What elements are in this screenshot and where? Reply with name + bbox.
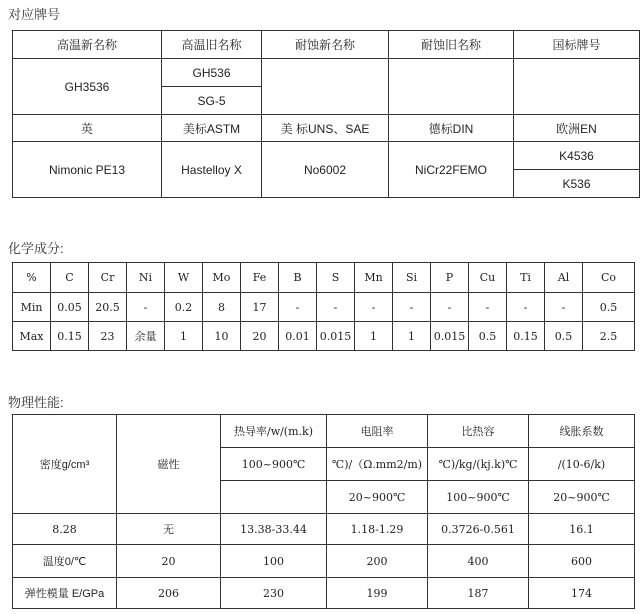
composition-header-cell: S [317, 263, 355, 293]
composition-cell: 17 [241, 293, 279, 322]
header-cell: 耐蚀旧名称 [389, 31, 514, 59]
composition-cell: 余量 [127, 322, 165, 351]
physical-value-cell: 16.1 [529, 514, 635, 545]
composition-header-cell: % [13, 263, 51, 293]
composition-cell: - [317, 293, 355, 322]
composition-header-cell: Al [545, 263, 583, 293]
composition-header-cell: C [51, 263, 89, 293]
physical-value-cell: 1.18-1.29 [327, 514, 428, 545]
composition-header-cell: W [165, 263, 203, 293]
header-cell: 电阻率 [327, 415, 428, 448]
composition-cell: - [545, 293, 583, 322]
table-row [13, 514, 635, 545]
empty-cell [262, 59, 389, 115]
composition-header-cell: Fe [241, 263, 279, 293]
header-cell: 线胀系数 [529, 415, 635, 448]
modulus-cell: 174 [529, 578, 635, 609]
unit-cell: ℃)/kg/(kj.k)℃ [428, 448, 529, 481]
region-header-cell: 英 [13, 115, 162, 142]
header-cell: 高温新名称 [13, 31, 162, 59]
composition-cell: - [431, 293, 469, 322]
temp-range-cell: 20~900℃ [327, 481, 428, 514]
composition-cell: 0.015 [317, 322, 355, 351]
table-row [13, 578, 635, 609]
table-row [13, 415, 635, 448]
table-row [13, 322, 635, 351]
density-label-cell: 密度g/cm³ [13, 415, 117, 514]
unit-cell: ℃)/（Ω.mm2/m) [327, 448, 428, 481]
unit-cell: /(10-6/k) [529, 448, 635, 481]
composition-header-cell: Co [583, 263, 635, 293]
composition-cell: 0.5 [583, 293, 635, 322]
unit-cell: 100~900℃ [221, 448, 327, 481]
composition-cell: 0.5 [545, 322, 583, 351]
modulus-cell: 206 [117, 578, 221, 609]
composition-cell: - [507, 293, 545, 322]
composition-cell: 8 [203, 293, 241, 322]
modulus-cell: 230 [221, 578, 327, 609]
magnetism-label-cell: 磁性 [117, 415, 221, 514]
grades-table [12, 30, 640, 198]
temperature-cell: 20 [117, 545, 221, 578]
empty-cell [389, 59, 514, 115]
temperature-cell: 200 [327, 545, 428, 578]
composition-header-cell: Mo [203, 263, 241, 293]
composition-cell: - [393, 293, 431, 322]
section-title-physical: 物理性能: [8, 395, 64, 410]
region-header-cell: 美标ASTM [162, 115, 262, 142]
composition-cell: - [469, 293, 507, 322]
region-value-cell: Nimonic PE13 [13, 142, 162, 198]
new-name-cell: GH3536 [13, 59, 162, 115]
table-row [13, 263, 635, 293]
composition-cell: 0.05 [51, 293, 89, 322]
composition-table [12, 262, 635, 351]
temp-range-cell [221, 481, 327, 514]
region-header-cell: 德标DIN [389, 115, 514, 142]
region-value-cell: Hastelloy X [162, 142, 262, 198]
composition-header-cell: Cu [469, 263, 507, 293]
composition-cell: 1 [355, 322, 393, 351]
header-cell: 热导率/w/(m.k) [221, 415, 327, 448]
table-row [13, 142, 640, 170]
table-row [13, 545, 635, 578]
table-row [13, 31, 640, 59]
region-value-cell: NiCr22FEMO [389, 142, 514, 198]
modulus-cell: 弹性模量 E/GPa [13, 578, 117, 609]
composition-header-cell: P [431, 263, 469, 293]
composition-cell: 23 [89, 322, 127, 351]
old-name-cell: SG-5 [162, 87, 262, 115]
temp-range-cell: 100~900℃ [428, 481, 529, 514]
temperature-cell: 100 [221, 545, 327, 578]
composition-cell: - [355, 293, 393, 322]
en-value-cell: K536 [514, 170, 640, 198]
empty-cell [514, 59, 640, 115]
region-header-cell: 美 标UNS、SAE [262, 115, 389, 142]
composition-cell: 20 [241, 322, 279, 351]
composition-cell: 2.5 [583, 322, 635, 351]
region-value-cell: No6002 [262, 142, 389, 198]
temp-range-cell: 20~900℃ [529, 481, 635, 514]
header-cell: 耐蚀新名称 [262, 31, 389, 59]
composition-cell: 0.2 [165, 293, 203, 322]
table-row [13, 293, 635, 322]
composition-cell: 1 [165, 322, 203, 351]
composition-cell: Min [13, 293, 51, 322]
physical-value-cell: 无 [117, 514, 221, 545]
physical-value-cell: 0.3726-0.561 [428, 514, 529, 545]
composition-cell: 20.5 [89, 293, 127, 322]
composition-header-cell: Cr [89, 263, 127, 293]
composition-cell: 0.01 [279, 322, 317, 351]
composition-cell: 10 [203, 322, 241, 351]
composition-cell: 0.15 [507, 322, 545, 351]
composition-cell: 0.5 [469, 322, 507, 351]
physical-table [12, 414, 635, 609]
composition-cell: - [279, 293, 317, 322]
region-header-cell: 欧洲EN [514, 115, 640, 142]
composition-cell: - [127, 293, 165, 322]
modulus-cell: 187 [428, 578, 529, 609]
composition-cell: 0.015 [431, 322, 469, 351]
physical-value-cell: 13.38-33.44 [221, 514, 327, 545]
composition-header-cell: B [279, 263, 317, 293]
table-row [13, 115, 640, 142]
composition-header-cell: Mn [355, 263, 393, 293]
composition-cell: 0.15 [51, 322, 89, 351]
table-row [13, 59, 640, 87]
composition-header-cell: Ni [127, 263, 165, 293]
composition-header-cell: Si [393, 263, 431, 293]
temperature-cell: 400 [428, 545, 529, 578]
temperature-cell: 温度0/℃ [13, 545, 117, 578]
physical-value-cell: 8.28 [13, 514, 117, 545]
header-cell: 国标牌号 [514, 31, 640, 59]
old-name-cell: GH536 [162, 59, 262, 87]
modulus-cell: 199 [327, 578, 428, 609]
en-value-cell: K4536 [514, 142, 640, 170]
section-title-grades: 对应牌号 [8, 7, 61, 22]
header-cell: 高温旧名称 [162, 31, 262, 59]
composition-cell: 1 [393, 322, 431, 351]
composition-cell: Max [13, 322, 51, 351]
section-title-composition: 化学成分: [8, 241, 64, 256]
header-cell: 比热容 [428, 415, 529, 448]
temperature-cell: 600 [529, 545, 635, 578]
composition-header-cell: Ti [507, 263, 545, 293]
